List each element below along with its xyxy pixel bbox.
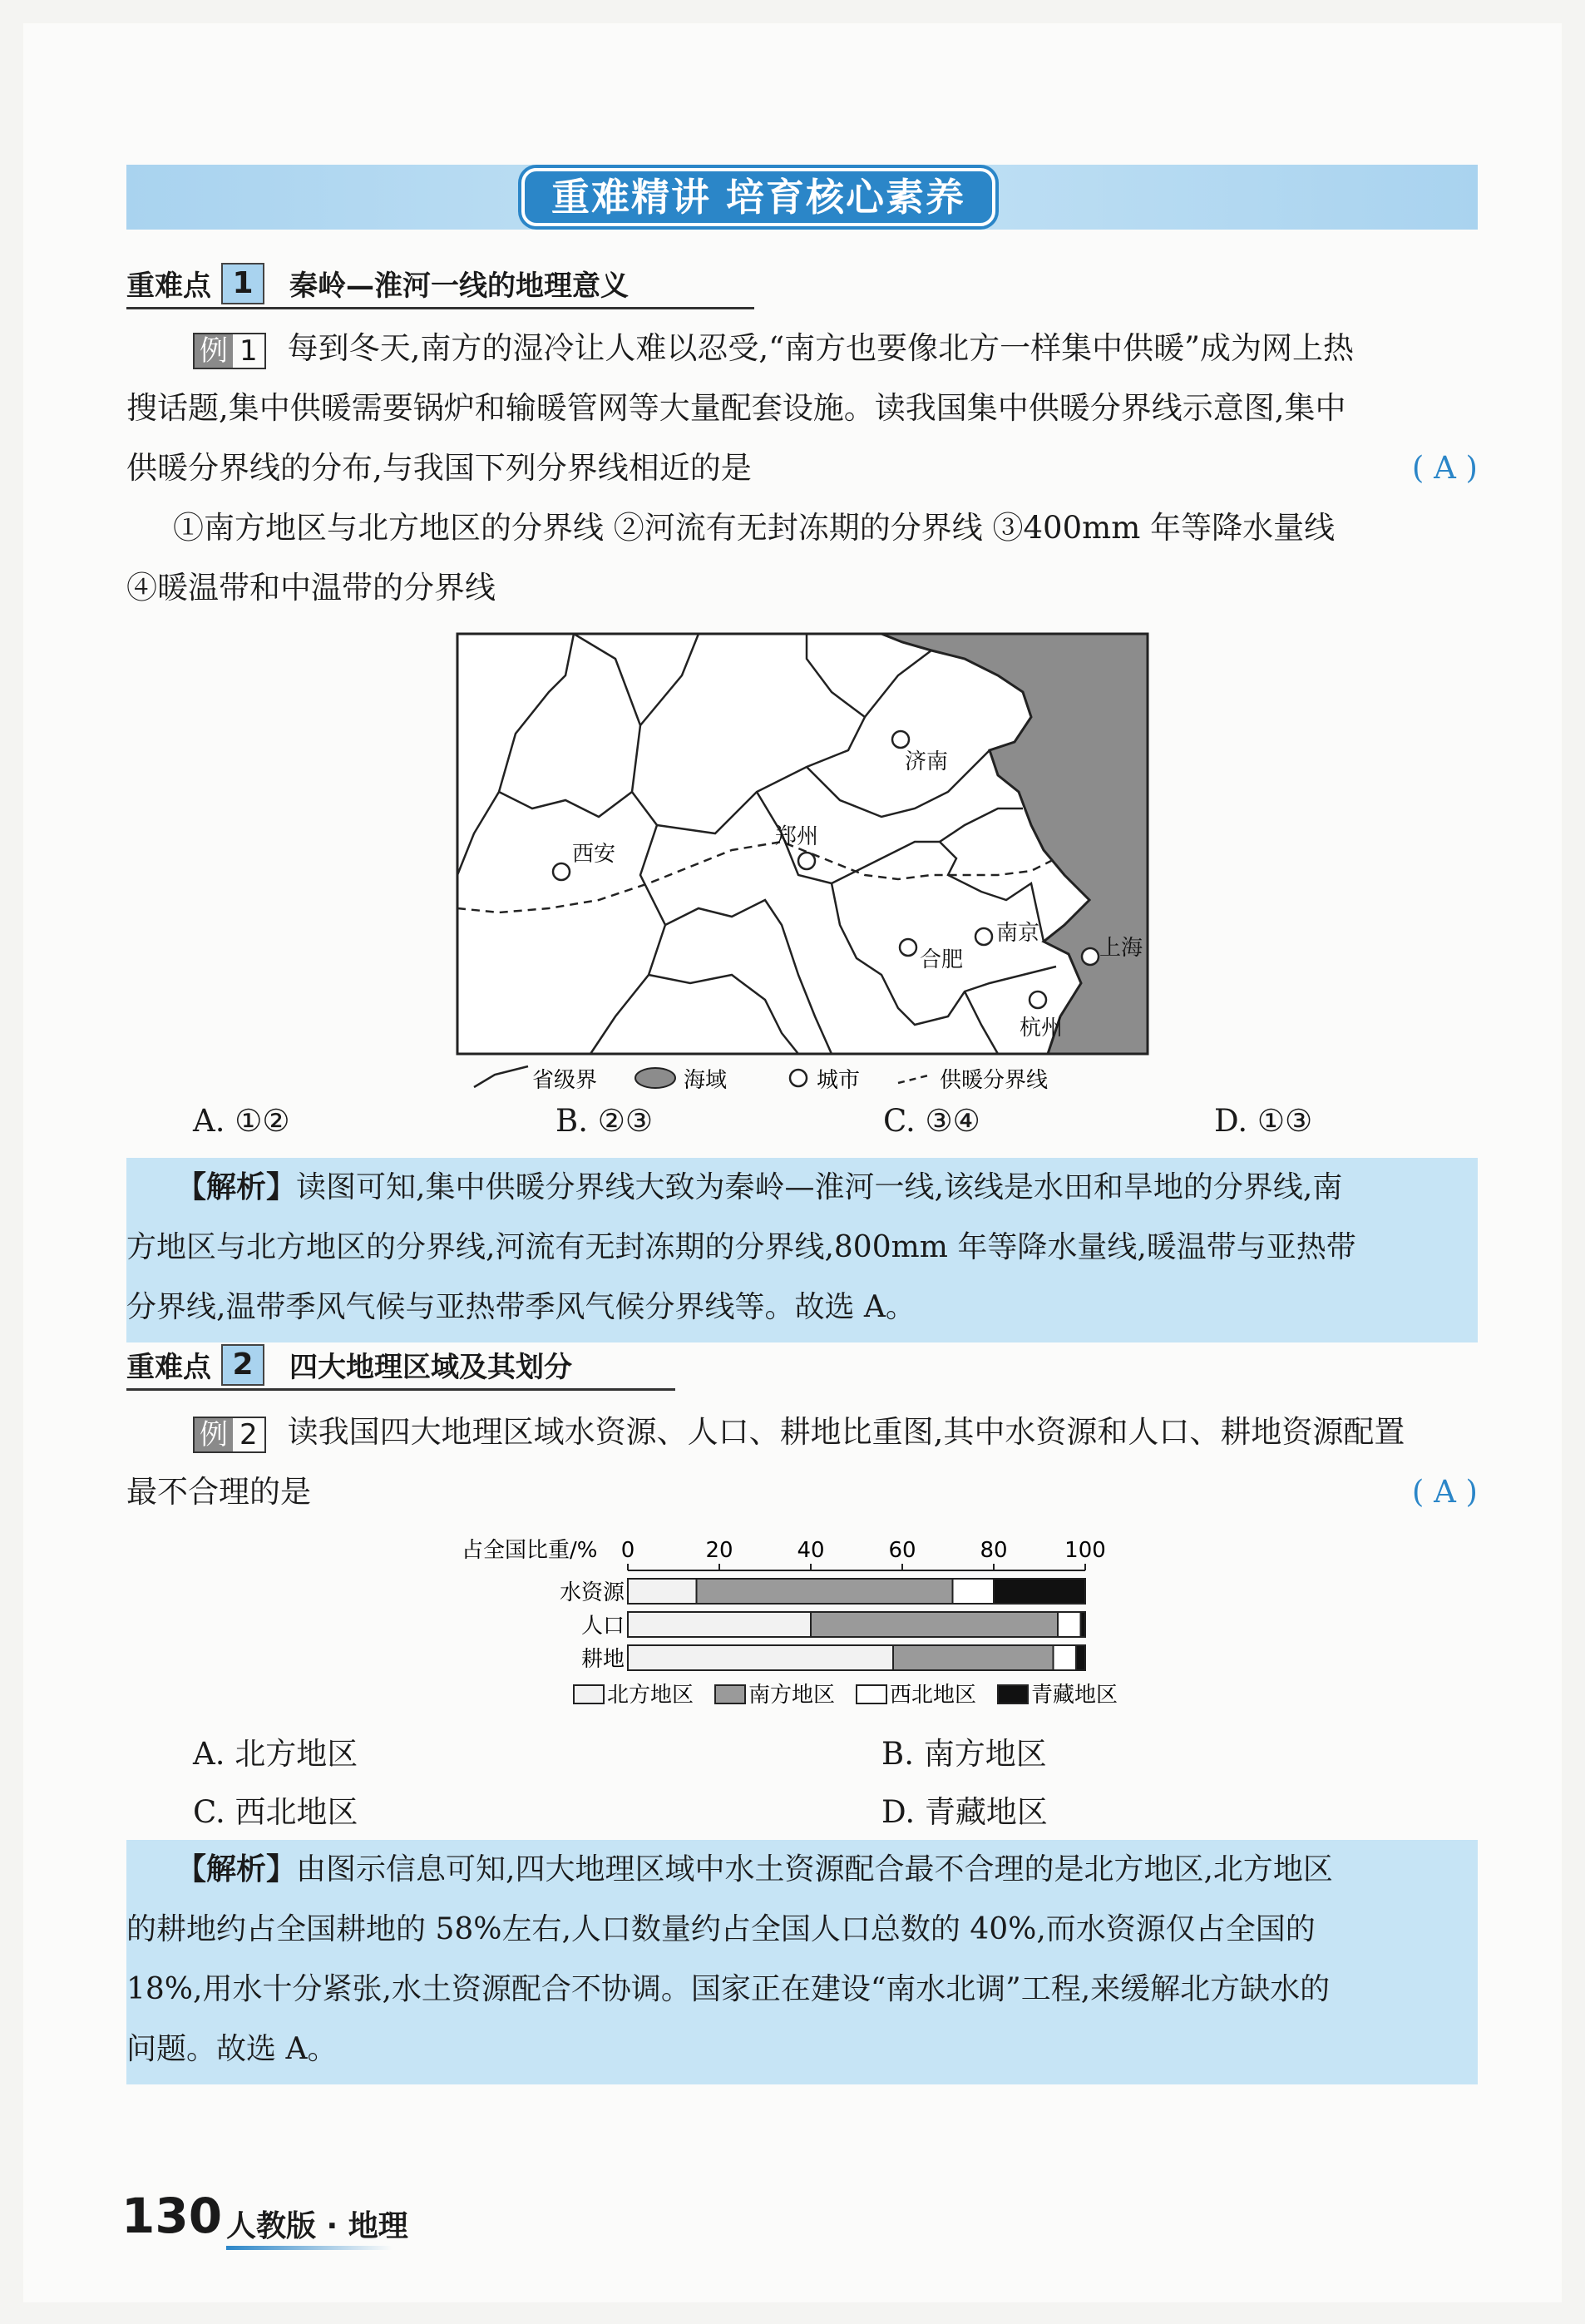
option-a: A. ①② [193, 1103, 290, 1139]
x-tick-label: 40 [797, 1538, 825, 1563]
x-tick-label: 0 [620, 1538, 635, 1563]
legend-swatch [715, 1685, 745, 1703]
key-point-title: 四大地理区域及其划分 [289, 1351, 572, 1384]
category-label: 人口 [580, 1614, 625, 1639]
example-1-tag: 例 1 [193, 333, 266, 369]
footer-underline [226, 2246, 393, 2250]
bar-segment [628, 1579, 697, 1604]
x-tick-label: 80 [980, 1538, 1008, 1563]
legend-swatch [857, 1685, 886, 1703]
analysis-line: 18%,用水十分紧张,水土资源配合不协调。国家正在建设“南水北调”工程,来缓解北方缺水的 [126, 1972, 1331, 2006]
resource-share-chart [449, 1529, 1164, 1720]
example-1-question [126, 319, 1478, 618]
key-point-2-heading [126, 1341, 675, 1391]
bar-segment [628, 1645, 893, 1670]
bar-segment [994, 1579, 1085, 1604]
sea-legend-icon [635, 1068, 675, 1088]
bar-segment [953, 1579, 995, 1604]
option-d: D. 青藏地区 [881, 1794, 1048, 1830]
legend-label: 西北地区 [890, 1683, 977, 1708]
analysis-label: 【解析】 [176, 1170, 297, 1204]
city-marker [553, 863, 570, 880]
question-line: 读我国四大地理区域水资源、人口、耕地比重图,其中水资源和人口、耕地资源配置 [287, 1414, 1405, 1450]
city-legend-icon [790, 1070, 807, 1086]
question-line: 每到冬天,南方的湿冷让人难以忍受,“南方也要像北方一样集中供暖”成为网上热 [287, 330, 1354, 366]
question-line: 最不合理的是 [126, 1474, 311, 1510]
key-point-1-heading [126, 260, 754, 309]
key-point-title: 秦岭—淮河一线的地理意义 [289, 269, 629, 303]
x-tick-label: 20 [705, 1538, 733, 1563]
category-label: 耕地 [580, 1647, 625, 1672]
legend-label: 海域 [684, 1068, 728, 1093]
bar-segment [697, 1579, 953, 1604]
bar-segment [1054, 1645, 1077, 1670]
legend-swatch [574, 1685, 604, 1703]
category-label: 水资源 [559, 1580, 625, 1605]
legend-label: 城市 [817, 1068, 861, 1093]
analysis-label: 【解析】 [176, 1852, 297, 1886]
city-label: 杭州 [1020, 1016, 1064, 1041]
x-tick-label: 100 [1064, 1538, 1106, 1563]
statement-line: ①南方地区与北方地区的分界线 ②河流有无封冻期的分界线 ③400mm 年等降水量线 [173, 510, 1336, 546]
map-legend [474, 1066, 1048, 1093]
city-label: 西安 [572, 842, 616, 867]
bar-segment [1081, 1612, 1086, 1637]
key-point-label: 重难点 [126, 1351, 211, 1384]
page-number: 130 [121, 2188, 223, 2244]
question-line: 搜话题,集中供暖需要锅炉和输暖管网等大量配套设施。读我国集中供暖分界线示意图,集中 [126, 390, 1346, 426]
legend-label: 供暖分界线 [940, 1068, 1049, 1093]
analysis-line: 分界线,温带季风气候与亚热带季风气候分界线等。故选 A。 [126, 1290, 916, 1324]
city-marker [975, 928, 992, 945]
section-banner [126, 165, 1478, 230]
question-line: 供暖分界线的分布,与我国下列分界线相近的是 [126, 450, 752, 486]
city-marker [892, 731, 909, 748]
city-marker [798, 853, 815, 869]
city-label: 济南 [905, 749, 949, 774]
city-label: 郑州 [775, 824, 819, 849]
banner-title: 重难精讲 培育核心素养 [521, 168, 995, 226]
answer-mark: ( A ) [1411, 450, 1478, 486]
legend-label: 青藏地区 [1031, 1683, 1118, 1708]
footer-text: 人教版 · 地理 [226, 2209, 408, 2243]
option-d: D. ①③ [1214, 1103, 1313, 1139]
chart-title: 占全国比重/% [462, 1538, 598, 1563]
x-tick-label: 60 [888, 1538, 916, 1563]
option-c: C. 西北地区 [193, 1794, 358, 1830]
example-2-analysis [126, 1840, 1478, 2084]
option-c: C. ③④ [883, 1103, 980, 1139]
example-2-tag: 例 2 [193, 1417, 266, 1453]
heating-legend-icon [898, 1075, 931, 1083]
statement-line: ④暖温带和中温带的分界线 [126, 570, 496, 606]
key-point-number: 1 [221, 263, 264, 304]
city-label: 南京 [996, 921, 1040, 946]
option-b: B. 南方地区 [881, 1736, 1047, 1772]
bar-segment [1058, 1612, 1081, 1637]
key-point-number: 2 [221, 1344, 264, 1386]
city-marker [1082, 948, 1099, 965]
analysis-line: 问题。故选 A。 [126, 2032, 338, 2066]
city-marker [900, 939, 916, 956]
legend-swatch [998, 1685, 1028, 1703]
legend-label: 南方地区 [748, 1683, 836, 1708]
analysis-line: 方地区与北方地区的分界线,河流有无封冻期的分界线,800mm 年等降水量线,暖温带与亚热带 [126, 1230, 1356, 1264]
city-label: 合肥 [920, 947, 964, 972]
option-b: B. ②③ [555, 1103, 654, 1139]
analysis-line: 的耕地约占全国耕地的 58%左右,人口数量约占全国人口总数的 40%,而水资源仅占全国的 [126, 1912, 1316, 1946]
example-1-analysis [126, 1158, 1478, 1342]
option-a: A. 北方地区 [193, 1736, 358, 1772]
legend-label: 省级界 [532, 1068, 598, 1093]
answer-mark: ( A ) [1411, 1474, 1478, 1510]
city-label: 上海 [1099, 936, 1143, 961]
legend-label: 北方地区 [607, 1683, 694, 1708]
heating-boundary-map [449, 626, 1164, 1100]
analysis-line: 读图可知,集中供暖分界线大致为秦岭—淮河一线,该线是水田和旱地的分界线,南 [296, 1170, 1343, 1204]
bar-segment [811, 1612, 1058, 1637]
analysis-line: 由图示信息可知,四大地理区域中水土资源配合最不合理的是北方地区,北方地区 [296, 1852, 1333, 1886]
bar-segment [628, 1612, 811, 1637]
example-2-question [126, 1402, 1478, 1522]
city-marker [1030, 991, 1046, 1008]
bar-segment [893, 1645, 1054, 1670]
key-point-label: 重难点 [126, 269, 211, 303]
bar-segment [1076, 1645, 1085, 1670]
province-legend-icon [474, 1066, 528, 1087]
